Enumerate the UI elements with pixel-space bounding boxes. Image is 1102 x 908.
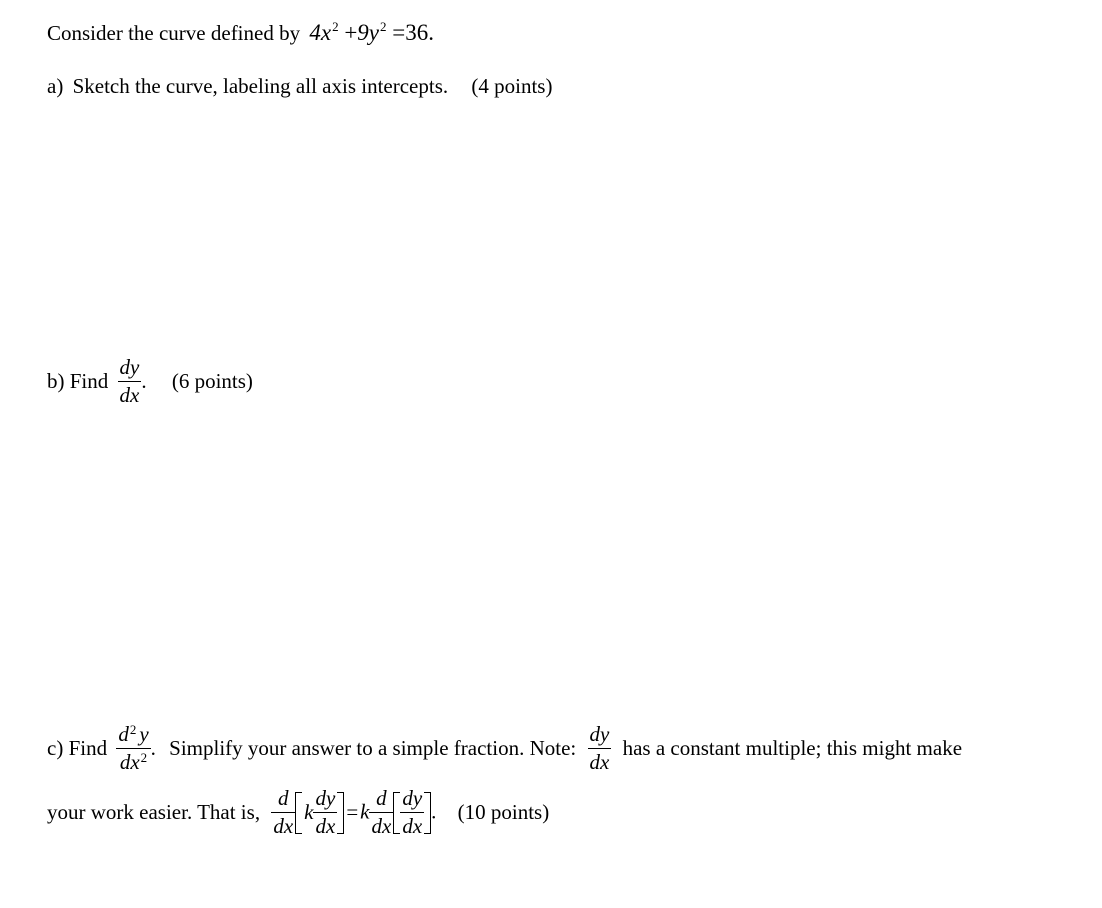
eq-rhs: 36 [405, 20, 429, 45]
part-c-points: (10 points) [457, 800, 550, 824]
identity-equals: = [346, 800, 359, 824]
part-b [47, 357, 253, 406]
eq-plus: + [344, 20, 358, 45]
constant-k-factored: k [360, 800, 370, 824]
intro-text: Consider the curve defined by [47, 21, 301, 45]
constant-k: k [304, 800, 314, 824]
part-c-text2: has a constant multiple; this might make [622, 736, 963, 760]
d-dx-operator: $\frac{d}{dx}$ [273, 786, 294, 838]
fraction-denominator: $dx^2$ [119, 750, 148, 774]
eq-exp-y: 2 [380, 19, 387, 34]
part-a-points: (4 points) [471, 74, 553, 98]
fraction-numerator: $d^2$ y [116, 724, 150, 749]
left-bracket [295, 792, 302, 834]
right-bracket [337, 792, 344, 834]
part-a-text: Sketch the curve, labeling all axis intercepts. [72, 74, 449, 98]
fraction-denominator: dx [119, 383, 140, 407]
part-b-points: (6 points) [171, 369, 253, 393]
identity-period: . [431, 800, 437, 824]
note-dy-dx-fraction [588, 724, 612, 773]
eq-equals: = [392, 20, 406, 45]
eq-exp-x: 2 [332, 19, 339, 34]
fraction-numerator: dy [118, 357, 142, 382]
second-derivative-fraction [116, 724, 150, 773]
intro-line [47, 21, 434, 44]
fraction-denominator: dx [589, 750, 610, 774]
left-bracket-2 [393, 792, 400, 834]
part-a-label: a) [47, 74, 64, 98]
inner-dy-dx-2: $\frac{dy}{dx}$ [402, 786, 423, 838]
d-dx-operator-2: $\frac{d}{dx}$ [371, 786, 392, 838]
part-c-line1 [47, 724, 962, 773]
part-c-text: Simplify your answer to a simple fraction. Note: [169, 736, 577, 760]
part-a [47, 76, 552, 97]
part-c-period: . [150, 736, 156, 760]
curve-equation [309, 20, 434, 45]
dy-dx-fraction [118, 357, 142, 406]
part-b-label: b) Find [47, 369, 109, 393]
part-c-line2 [47, 788, 549, 837]
part-c-label: c) Find [47, 736, 108, 760]
part-c-line2-text: your work easier. That is, [47, 800, 261, 824]
part-b-period: . [141, 369, 147, 393]
derivative-identity [271, 786, 441, 838]
eq-term-x: 4x [309, 20, 332, 45]
eq-term-y: 9y [357, 20, 380, 45]
eq-period: . [428, 20, 434, 45]
inner-dy-dx: $\frac{dy}{dx}$ [315, 786, 336, 838]
fraction-numerator: dy [588, 724, 612, 749]
